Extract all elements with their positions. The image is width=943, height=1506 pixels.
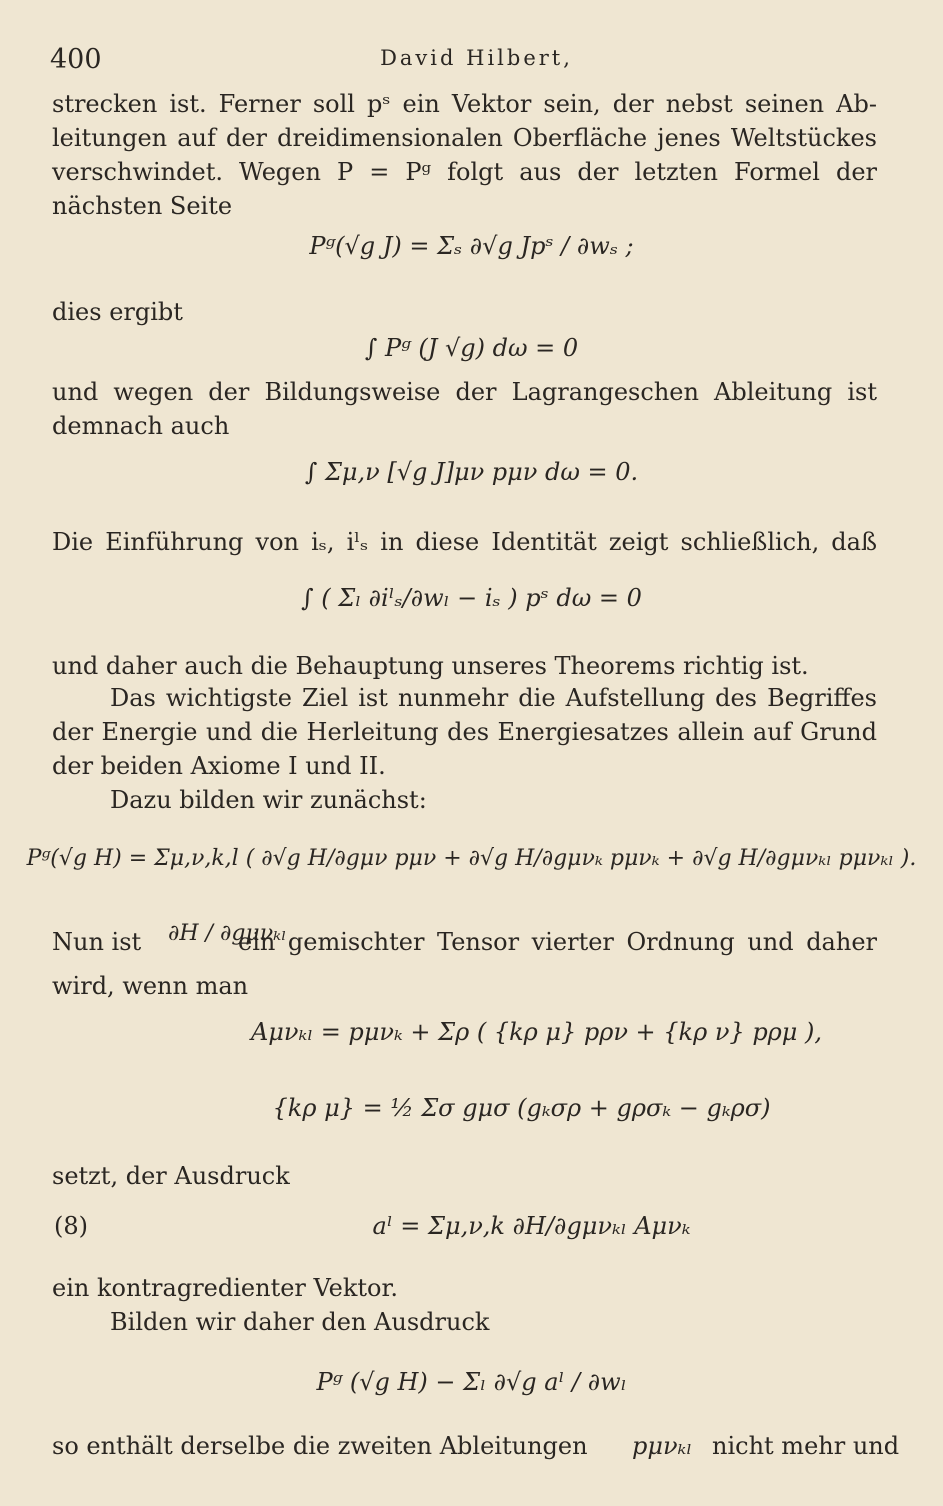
page-number: 400 bbox=[50, 44, 102, 75]
text-line: der Energie und die Herleitung des Energiesatzes allein auf Grund bbox=[52, 718, 877, 746]
text-line: dies ergibt bbox=[52, 298, 183, 326]
running-head: David Hilbert, bbox=[380, 46, 573, 70]
formula-9: Pᵍ (√g H) − Σₗ ∂√g aˡ / ∂wₗ bbox=[316, 1368, 627, 1396]
text-line: demnach auch bbox=[52, 412, 230, 440]
text-line: der beiden Axiome I und II. bbox=[52, 752, 386, 780]
text-line-end: nicht mehr und bbox=[712, 1432, 900, 1460]
formula-7: {kρ μ} = ½ Σσ gμσ (gₖσρ + gρσₖ − gₖρσ) bbox=[272, 1094, 771, 1122]
text-line: verschwindet. Wegen P = Pᵍ folgt aus der letzten Formel der bbox=[52, 158, 877, 186]
formula-6: Aμνₖₗ = pμνₖ + Σρ ( {kρ μ} pρν + {kρ ν} pρμ ), bbox=[250, 1018, 823, 1046]
text-line: strecken ist. Ferner soll pˢ ein Vektor sein, der nebst seinen Ab- bbox=[52, 90, 877, 118]
text-line-end: ein gemischter Tensor vierter Ordnung und daher bbox=[238, 928, 877, 956]
formula-8: aˡ = Σμ,ν,k ∂H/∂gμνₖₗ Aμνₖ bbox=[372, 1212, 691, 1240]
text-line-start: Nun ist bbox=[52, 928, 142, 956]
formula-1: Pᵍ(√g J) = Σₛ ∂√g Jpˢ / ∂wₛ ; bbox=[309, 232, 634, 260]
text-line: ein kontragredienter Vektor. bbox=[52, 1274, 398, 1302]
text-line: Dazu bilden wir zunächst: bbox=[110, 786, 427, 814]
text-line: und daher auch die Behauptung unseres Theorems richtig ist. bbox=[52, 652, 809, 680]
text-line: nächsten Seite bbox=[52, 192, 233, 220]
text-line: Bilden wir daher den Ausdruck bbox=[110, 1308, 490, 1336]
text-line: und wegen der Bildungsweise der Lagrangeschen Ableitung ist bbox=[52, 378, 877, 406]
equation-number: (8) bbox=[54, 1212, 88, 1240]
formula-4: ∫ ( Σₗ ∂iˡₛ/∂wₗ − iₛ ) pˢ dω = 0 bbox=[301, 584, 642, 612]
text-line: leitungen auf der dreidimensionalen Oberfläche jenes Weltstückes bbox=[52, 124, 877, 152]
formula-5: Pᵍ(√g H) = Σμ,ν,k,l ( ∂√g H/∂gμν pμν + ∂√g H/∂gμνₖ pμνₖ + ∂√g H/∂gμνₖₗ pμνₖₗ ). bbox=[26, 846, 917, 871]
inline-formula: pμνₖₗ bbox=[632, 1432, 693, 1460]
formula-2: ∫ Pᵍ (J √g) dω = 0 bbox=[364, 334, 579, 362]
inline-formula-fraction: ∂H / ∂gμνₖₗ bbox=[168, 921, 287, 946]
text-line: Die Einführung von iₛ, iˡₛ in diese Identität zeigt schließlich, daß bbox=[52, 528, 877, 556]
formula-3: ∫ Σμ,ν [√g J]μν pμν dω = 0. bbox=[304, 458, 639, 486]
text-line: setzt, der Ausdruck bbox=[52, 1162, 290, 1190]
text-line: wird, wenn man bbox=[52, 972, 249, 1000]
text-line: Das wichtigste Ziel ist nunmehr die Aufstellung des Begriffes bbox=[110, 684, 877, 712]
page-header bbox=[50, 40, 903, 74]
text-line-start: so enthält derselbe die zweiten Ableitungen bbox=[52, 1432, 588, 1460]
